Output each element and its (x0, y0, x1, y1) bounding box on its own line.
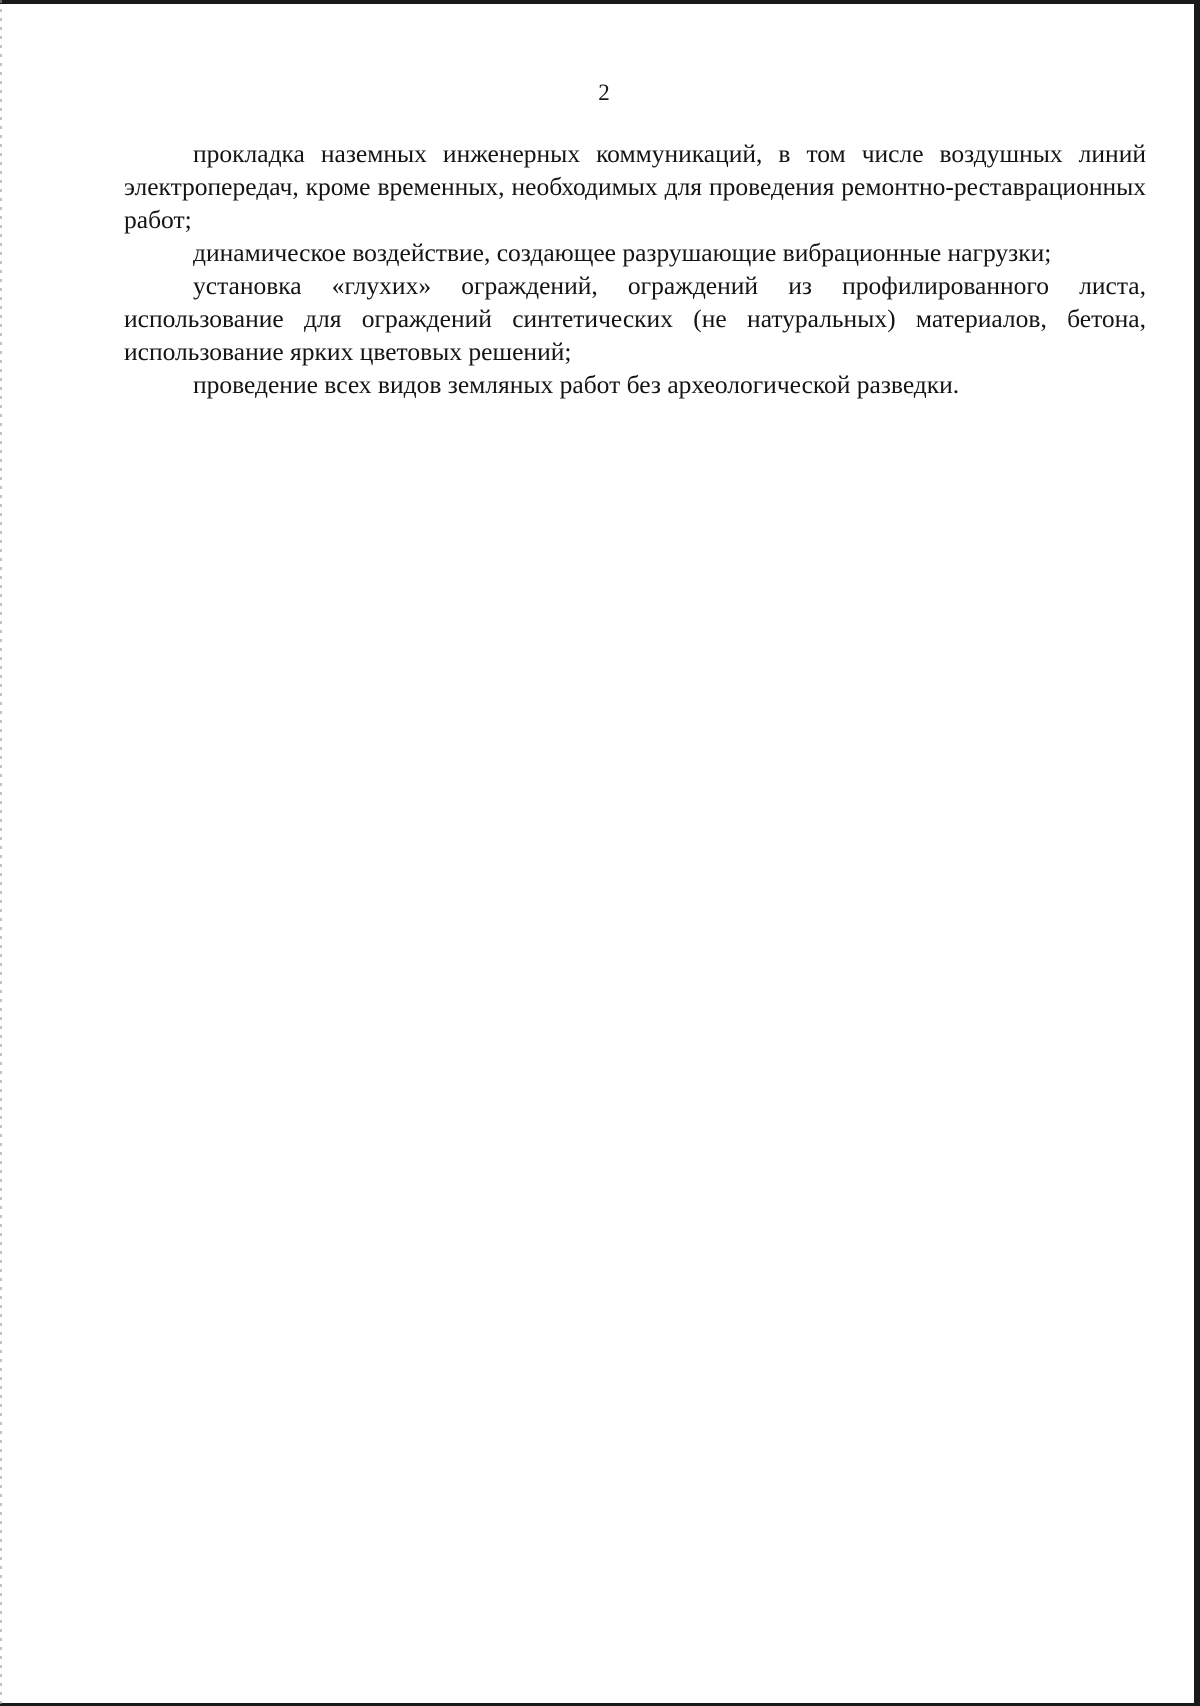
document-body (124, 137, 1146, 401)
paragraph-dynamic-impact: динамическое воздействие, создающее разрушающие вибрационные нагрузки; (193, 238, 1052, 267)
scan-edge-right (1194, 0, 1200, 1706)
paragraph-fences: установка «глухих» ограждений, ограждений из профилированного листа, использование для ограждений синтетических (не натуральных) материалов, бетона, использование ярких цветовых решений; (124, 271, 1146, 366)
scan-edge-top (0, 0, 1200, 4)
paragraph-earthworks: проведение всех видов земляных работ без археологической разведки. (193, 370, 960, 399)
scan-edge-left (0, 0, 2, 1706)
paragraph-communications: прокладка наземных инженерных коммуникаций, в том числе воздушных линий электропередач, кроме временных, необходимых для проведения ремонтно-реставрационных работ; (124, 139, 1146, 234)
page-number: 2 (598, 80, 610, 105)
